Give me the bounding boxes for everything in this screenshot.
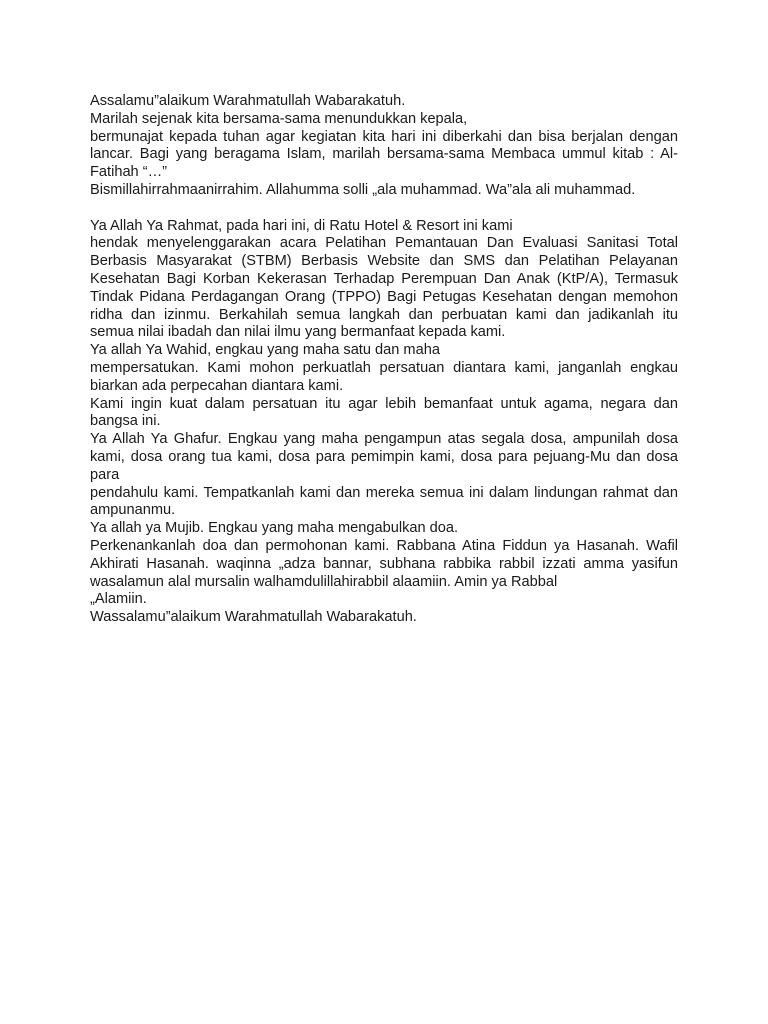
text-line: pendahulu kami. Tempatkanlah kami dan mereka semua ini dalam lindungan rahmat dan bbox=[90, 484, 678, 501]
text-line: Assalamu”alaikum Warahmatullah Wabarakatuh. bbox=[90, 93, 406, 109]
text-line: Kesehatan Bagi Korban Kekerasan Terhadap Perempuan Dan Anak (KtP/A), Termasuk bbox=[90, 270, 678, 287]
text-line: Berbasis Masyarakat (STBM) Berbasis Website dan SMS dan Pelatihan Pelayanan bbox=[90, 253, 678, 270]
text-line: Tindak Pidana Perdagangan Orang (TPPO) Bagi Petugas Kesehatan dengan memohon bbox=[90, 288, 678, 305]
text-line: Bismillahirrahmaanirrahim. Allahumma solli „ala muhammad. Wa”ala ali muhammad. bbox=[90, 181, 636, 198]
text-line: Wassalamu”alaikum Warahmatullah Wabarakatuh. bbox=[90, 609, 417, 626]
blank-line bbox=[90, 200, 678, 218]
text-line: kami, dosa orang tua kami, dosa para pemimpin kami, dosa para pejuang-Mu dan dosa bbox=[90, 448, 678, 465]
text-line: Perkenankanlah doa dan permohonan kami. Rabbana Atina Fiddun ya Hasanah. Wafil bbox=[90, 537, 678, 554]
text-line: hendak menyelenggarakan acara Pelatihan Pemantauan Dan Evaluasi Sanitasi Total bbox=[90, 235, 678, 252]
text-line: „Alamiin. bbox=[90, 591, 147, 608]
text-line: ampunanmu. bbox=[90, 502, 176, 519]
text-line: mempersatukan. Kami mohon perkuatlah persatuan diantara kami, janganlah engkau bbox=[90, 359, 678, 376]
text-line: Ya allah Ya Wahid, engkau yang maha satu dan maha bbox=[90, 342, 440, 359]
text-line: bermunajat kepada tuhan agar kegiatan kita hari ini diberkahi dan bisa berjalan dengan bbox=[90, 128, 678, 145]
text-line: Kami ingin kuat dalam persatuan itu agar lebih bemanfaat untuk agama, negara dan bbox=[90, 395, 678, 412]
text-line: Ya Allah Ya Rahmat, pada hari ini, di Ratu Hotel & Resort ini kami bbox=[90, 217, 513, 234]
text-line: Akhirati Hasanah. waqinna „adza bannar, subhana rabbika rabbil izzati amma yasifun bbox=[90, 555, 678, 572]
text-line: para bbox=[90, 466, 120, 483]
text-line: Marilah sejenak kita bersama-sama menundukkan kepala, bbox=[90, 110, 468, 127]
text-line: lancar. Bagi yang beragama Islam, marilah bersama-sama Membaca ummul kitab : Al- bbox=[90, 146, 678, 163]
text-line: semua nilai ibadah dan nilai ilmu yang bermanfaat kepada kami. bbox=[90, 324, 506, 341]
text-line: bangsa ini. bbox=[90, 413, 161, 430]
text-line: Ya allah ya Mujib. Engkau yang maha mengabulkan doa. bbox=[90, 520, 459, 537]
text-line: Fatihah “…” bbox=[90, 164, 168, 181]
text-line: Ya Allah Ya Ghafur. Engkau yang maha pengampun atas segala dosa, ampunilah dosa bbox=[90, 431, 678, 448]
text-line: wasalamun alal mursalin walhamdulillahirabbil alaamiin. Amin ya Rabbal bbox=[90, 573, 558, 590]
text-line: ridha dan izinmu. Berkahilah semua langkah dan perbuatan kami dan jadikanlah itu bbox=[90, 306, 678, 323]
text-line: biarkan ada perpecahan diantara kami. bbox=[90, 377, 344, 394]
document-body bbox=[90, 93, 678, 627]
